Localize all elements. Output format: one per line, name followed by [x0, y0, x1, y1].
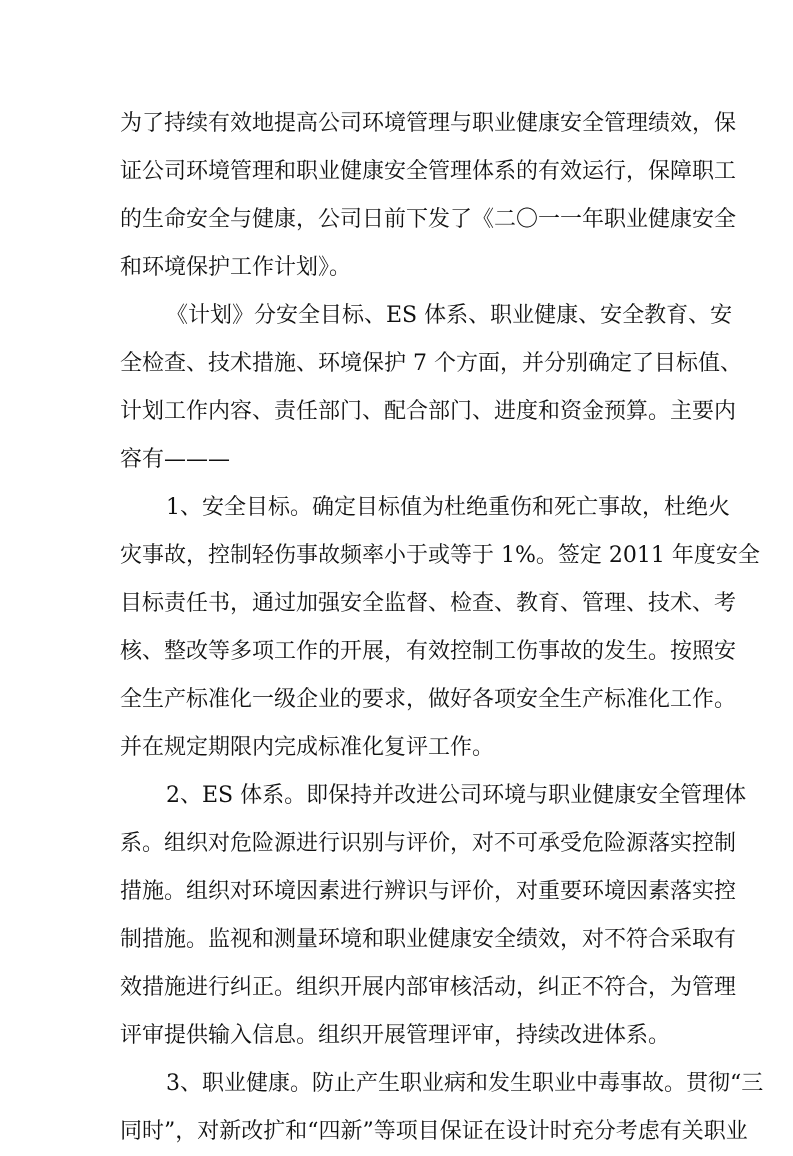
text-line: 《计划》分安全目标、ES 体系、职业健康、安全教育、安	[166, 303, 733, 328]
document-body	[120, 100, 764, 1156]
text-line: 1、安全目标。确定目标值为杜绝重伤和死亡事故，杜绝火	[166, 495, 730, 520]
text-line: 制措施。监视和测量环境和职业健康安全绩效，对不符合采取有	[120, 927, 737, 952]
text-line: 并在规定期限内完成标准化复评工作。	[120, 735, 495, 760]
text-line: 同时”，对新改扩和“四新”等项目保证在设计时充分考虑有关职业	[120, 1119, 748, 1144]
paragraph	[120, 100, 737, 292]
paragraph	[120, 484, 760, 772]
text-line: 2、ES 体系。即保持并改进公司环境与职业健康安全管理体	[166, 783, 747, 808]
text-line: 证公司环境管理和职业健康安全管理体系的有效运行，保障职工	[120, 159, 737, 184]
text-line: 为了持续有效地提高公司环境管理与职业健康安全管理绩效，保	[120, 111, 737, 136]
text-line: 灾事故，控制轻伤事故频率小于或等于 1%。签定 2011 年度安全	[120, 543, 760, 568]
text-line: 和环境保护工作计划》。	[120, 255, 352, 280]
text-line: 评审提供输入信息。组织开展管理评审，持续改进体系。	[120, 1023, 671, 1048]
text-line: 全检查、技术措施、环境保护 7 个方面，并分别确定了目标值、	[120, 351, 742, 376]
text-line: 的生命安全与健康，公司日前下发了《二〇一一年职业健康安全	[120, 207, 737, 232]
text-line: 核、整改等多项工作的开展，有效控制工伤事故的发生。按照安	[120, 639, 737, 664]
text-line: 容有———	[120, 447, 231, 472]
text-line: 系。组织对危险源进行识别与评价，对不可承受危险源落实控制	[120, 831, 737, 856]
text-line: 3、职业健康。防止产生职业病和发生职业中毒事故。贯彻“三	[166, 1071, 764, 1096]
text-line: 措施。组织对环境因素进行辨识与评价，对重要环境因素落实控	[120, 879, 737, 904]
paragraph	[120, 1060, 764, 1156]
paragraph	[120, 292, 742, 484]
text-line: 目标责任书，通过加强安全监督、检查、教育、管理、技术、考	[120, 591, 737, 616]
text-line: 全生产标准化一级企业的要求，做好各项安全生产标准化工作。	[120, 687, 737, 712]
text-line: 计划工作内容、责任部门、配合部门、进度和资金预算。主要内	[120, 399, 737, 424]
text-line: 效措施进行纠正。组织开展内部审核活动，纠正不符合，为管理	[120, 975, 737, 1000]
paragraph	[120, 772, 747, 1060]
